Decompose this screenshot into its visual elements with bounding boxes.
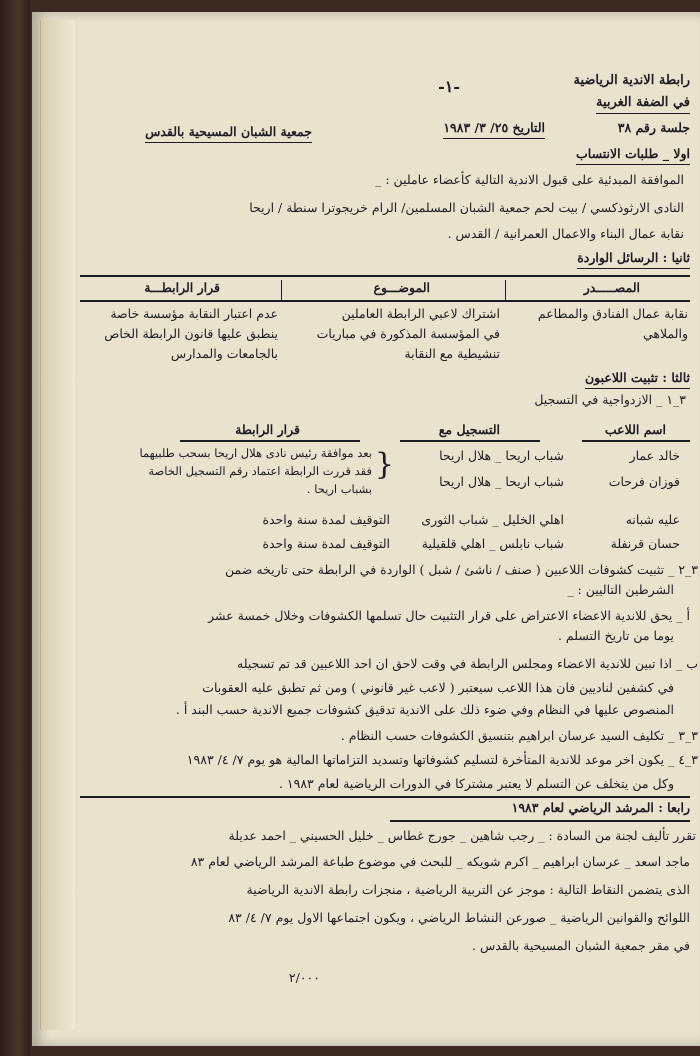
players-header-rule-3 xyxy=(180,440,360,442)
letter-subject-line2: في المؤسسة المذكورة في مباريات xyxy=(316,326,500,341)
membership-clubs-line2: نقابة عمال البناء والاعمال العمرانية / القدس . xyxy=(447,226,684,241)
letters-col-divider-1 xyxy=(505,280,507,300)
condition-a-line2: يوما من تاريخ التسلم . xyxy=(557,628,674,643)
players-dual-registration: ٣_١ _ الازدواجية في التسجيل xyxy=(534,392,686,407)
player-registration: شباب نابلس _ اهلي قلقيلية xyxy=(421,536,564,551)
deadline-line2: وكل من يتخلف عن التسلم لا يعتبر مشتركا في الدورات الرياضية لعام ١٩٨٣ . xyxy=(278,776,674,791)
letter-decision-line2: ينطبق عليها قانون الرابطة الخاص xyxy=(104,326,278,341)
player-registration: اهلي الخليل _ شباب الثورى xyxy=(421,512,564,527)
section-4-top-rule xyxy=(80,796,690,798)
session-number: جلسة رقم ٣٨ xyxy=(617,120,690,135)
dual-decision-line2: فقد قررت الرابطة اعتماد رقم التسجيل الخاصة xyxy=(148,464,372,478)
section-guide-title: رابعا : المرشد الرياضي لعام ١٩٨٣ xyxy=(511,800,690,815)
lists-coordination: ٣_٣ _ تكليف السيد عرسان ابراهيم بتنسيق الكشوفات حسب النظام . xyxy=(340,728,698,743)
section-4-title-rule xyxy=(390,820,690,822)
dual-decision-line3: بشباب اريحا . xyxy=(306,482,372,496)
condition-b-line1: ب _ اذا تبين للاندية الاعضاء ومجلس الرابطة في وقت لاحق ان احد اللاعبين قد تم تسجيله xyxy=(237,656,698,671)
players-header-rule-1 xyxy=(582,440,690,442)
player-registration: شباب اريحا _ هلال اريحا xyxy=(439,474,564,489)
player-name: خالد عمار xyxy=(629,448,680,463)
section-membership-title: اولا _ طلبات الانتساب xyxy=(576,146,690,165)
letters-header-decision: قرار الرابطـــة xyxy=(144,280,220,295)
letters-table-header-rule xyxy=(80,300,690,302)
players-header-rule-2 xyxy=(400,440,540,442)
letters-col-divider-2 xyxy=(281,280,283,300)
letter-decision-line3: بالجامعات والمدارس xyxy=(170,346,278,361)
condition-b-line3: المنصوص عليها في النظام وفي ضوء ذلك على الاندية تدقيق كشوفات جميع الاندية حسب البند أ . xyxy=(175,702,674,717)
letters-header-source: المصـــــدر xyxy=(583,280,640,295)
player-decision: التوقيف لمدة سنة واحدة xyxy=(262,512,390,527)
lists-confirmation-line1: ٣_٢ _ تثبيت كشوفات اللاعبين ( صنف / ناشئ / شبل ) الواردة في الرابطة حتى تاريخه ضمن xyxy=(224,562,698,577)
meeting-date: التاريخ ٢٥/ ٣/ ١٩٨٣ xyxy=(443,120,545,139)
meeting-venue: جمعية الشبان المسيحية بالقدس xyxy=(145,124,312,143)
minutes-document xyxy=(80,30,698,1030)
player-name: حسان قرنفلة xyxy=(610,536,680,551)
player-decision: التوقيف لمدة سنة واحدة xyxy=(262,536,390,551)
copies-count: ٢/٠٠٠ xyxy=(288,970,320,985)
letter-source-line2: والملاهي xyxy=(642,326,688,341)
letter-subject-line3: تنشيطية مع النقابة xyxy=(404,346,500,361)
page-gutter xyxy=(40,20,75,1030)
org-name-line2: في الضفة الغربية xyxy=(596,94,690,114)
deadline-line1: ٣_٤ _ يكون اخر موعد للاندية المتأخرة لتسليم كشوفاتها وتسديد التزاماتها المالية هو يوم ٧/ ٤/ ١٩٨٣ xyxy=(186,752,698,767)
player-name: عليه شبانه xyxy=(625,512,680,527)
players-header-decision: قرار الرابطة xyxy=(235,422,300,437)
lists-confirmation-line2: الشرطين التاليين : _ xyxy=(567,582,674,597)
page-number: -١- xyxy=(438,77,460,96)
letter-decision-line1: عدم اعتبار النقابة مؤسسة خاصة xyxy=(110,306,278,321)
dual-decision-line1: بعد موافقة رئيس نادى هلال اريحا بسحب طلبيهما xyxy=(139,446,372,460)
condition-b-line2: في كشفين لناديين فان هذا اللاعب سيعتبر ( لاعب غير قانوني ) ومن ثم تطبق عليه العقوبات xyxy=(202,680,674,695)
letters-table-top-rule xyxy=(80,275,690,277)
condition-a-line1: أ _ يحق للاندية الاعضاء الاعتراض على قرار التثبيت حال تسلمها الكشوفات وخلال خمسة عشر xyxy=(208,608,690,623)
players-header-registration: التسجيل مع xyxy=(438,422,500,437)
guide-committee-line4: اللوائح والقوانين الرياضية _ صورعن النشاط الرياضي ، ويكون اجتماعها الاول يوم ٧/ ٤/ ٨٣ xyxy=(228,910,690,925)
guide-committee-line5: في مقر جمعية الشبان المسيحية بالقدس . xyxy=(472,938,690,953)
letters-header-subject: الموضـــوع xyxy=(373,280,430,295)
guide-committee-line1: تقرر تأليف لجنة من السادة : _ رجب شاهين _ جورج غطاس _ خليل الحسيني _ احمد عديلة xyxy=(228,828,696,843)
players-header-name: اسم اللاعب xyxy=(604,422,666,437)
membership-intro: الموافقة المبدئية على قبول الاندية التالية كأعضاء عاملين : _ xyxy=(375,172,684,187)
guide-committee-line3: الذى يتضمن النقاط التالية : موجز عن التربية الرياضية ، منجزات رابطة الاندية الرياضية xyxy=(246,882,690,897)
player-registration: شباب اريحا _ هلال اريحا xyxy=(439,448,564,463)
guide-committee-line2: ماجد اسعد _ عرسان ابراهيم _ اكرم شويكه _ للبحث في موضوع طباعة المرشد الرياضي لعام ٨٣ xyxy=(190,854,690,869)
letter-subject-line1: اشتراك لاعبي الرابطة العاملين xyxy=(341,306,500,321)
book-binding xyxy=(0,0,30,1056)
section-letters-title: ثانيا : الرسائل الواردة xyxy=(577,250,690,269)
letter-source-line1: نقابة عمال الفنادق والمطاعم xyxy=(537,306,688,321)
grouping-brace: { xyxy=(374,447,394,482)
membership-clubs-line1: النادى الارثوذكسي / بيت لحم جمعية الشبان المسلمين/ الرام خريجوترا سنطة / اريحا xyxy=(249,200,684,215)
org-name-line1: رابطة الاندية الرياضية xyxy=(573,73,690,88)
section-players-title: ثالثا : تثبيت اللاعبون xyxy=(585,370,690,389)
player-name: فوزان فرحات xyxy=(608,474,680,489)
